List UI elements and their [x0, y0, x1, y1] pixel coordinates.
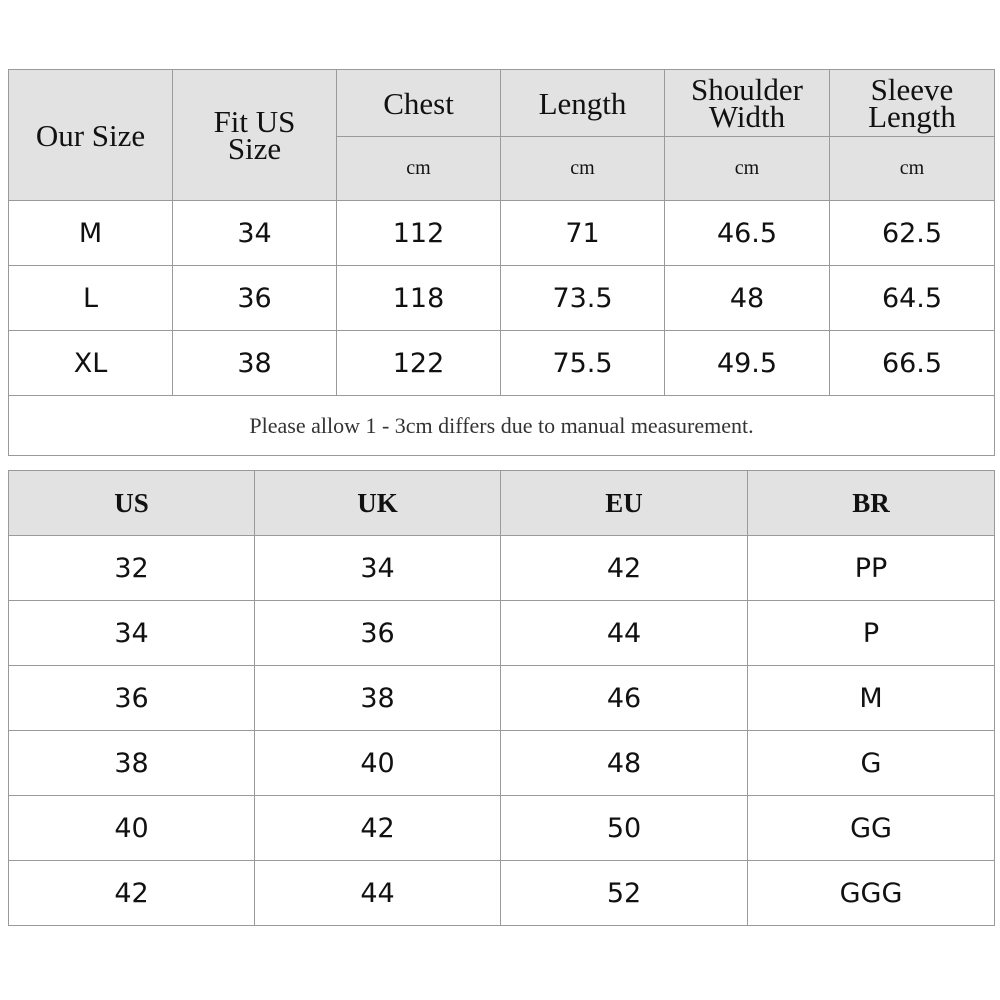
unit-length: cm [501, 137, 665, 201]
cell-shoulder-width: 48 [665, 266, 830, 331]
cell-fit-us-size: 34 [173, 201, 337, 266]
table-row [9, 666, 995, 731]
cell-length: 71 [501, 201, 665, 266]
cell-length: 75.5 [501, 331, 665, 396]
unit-shoulder-width: cm [665, 137, 830, 201]
header-our-size: Our Size [9, 70, 173, 201]
table-row [9, 201, 995, 266]
header-chest: Chest [337, 70, 501, 137]
note-row [9, 396, 995, 456]
cell-us: 40 [9, 796, 255, 861]
cell-br: GGG [748, 861, 995, 926]
cell-chest: 122 [337, 331, 501, 396]
cell-our-size: M [9, 201, 173, 266]
cell-chest: 118 [337, 266, 501, 331]
table-row [9, 266, 995, 331]
cell-shoulder-width: 49.5 [665, 331, 830, 396]
cell-eu: 44 [501, 601, 748, 666]
cell-uk: 34 [255, 536, 501, 601]
table-row [9, 331, 995, 396]
cell-chest: 112 [337, 201, 501, 266]
cell-eu: 50 [501, 796, 748, 861]
cell-eu: 48 [501, 731, 748, 796]
cell-br: GG [748, 796, 995, 861]
unit-chest: cm [337, 137, 501, 201]
cell-br: G [748, 731, 995, 796]
cell-us: 32 [9, 536, 255, 601]
size-chart-header-row [9, 70, 995, 137]
header-sleeve-length: Sleeve Length [830, 70, 995, 137]
table-row [9, 861, 995, 926]
cell-sleeve-length: 64.5 [830, 266, 995, 331]
cell-uk: 38 [255, 666, 501, 731]
cell-us: 38 [9, 731, 255, 796]
cell-br: P [748, 601, 995, 666]
cell-shoulder-width: 46.5 [665, 201, 830, 266]
table-row [9, 731, 995, 796]
cell-br: M [748, 666, 995, 731]
cell-uk: 40 [255, 731, 501, 796]
size-conversion-table [8, 470, 995, 926]
cell-eu: 46 [501, 666, 748, 731]
cell-eu: 42 [501, 536, 748, 601]
cell-br: PP [748, 536, 995, 601]
table-row [9, 601, 995, 666]
table-row [9, 796, 995, 861]
conversion-header-row [9, 471, 995, 536]
cell-fit-us-size: 38 [173, 331, 337, 396]
cell-our-size: XL [9, 331, 173, 396]
header-shoulder-width: Shoulder Width [665, 70, 830, 137]
cell-uk: 36 [255, 601, 501, 666]
cell-sleeve-length: 62.5 [830, 201, 995, 266]
header-br: BR [748, 471, 995, 536]
cell-fit-us-size: 36 [173, 266, 337, 331]
cell-us: 42 [9, 861, 255, 926]
header-us: US [9, 471, 255, 536]
measurement-note: Please allow 1 - 3cm differs due to manual measurement. [9, 396, 995, 456]
header-uk: UK [255, 471, 501, 536]
cell-eu: 52 [501, 861, 748, 926]
cell-us: 36 [9, 666, 255, 731]
header-fit-us-size: Fit US Size [173, 70, 337, 201]
header-length: Length [501, 70, 665, 137]
cell-our-size: L [9, 266, 173, 331]
size-chart-table [8, 69, 995, 456]
header-eu: EU [501, 471, 748, 536]
cell-sleeve-length: 66.5 [830, 331, 995, 396]
table-row [9, 536, 995, 601]
cell-length: 73.5 [501, 266, 665, 331]
cell-us: 34 [9, 601, 255, 666]
cell-uk: 44 [255, 861, 501, 926]
unit-sleeve-length: cm [830, 137, 995, 201]
cell-uk: 42 [255, 796, 501, 861]
